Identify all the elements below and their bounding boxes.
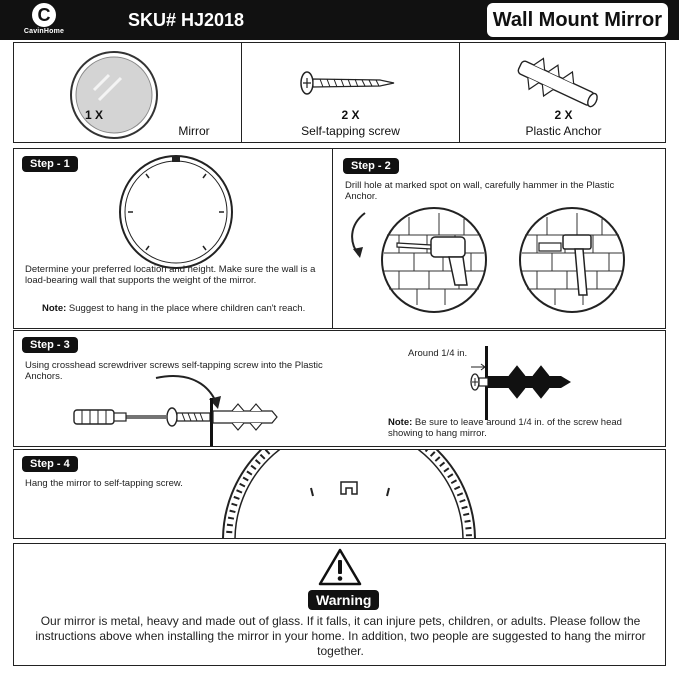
- screw-depth-icon: [461, 344, 581, 424]
- step-1-note-label: Note:: [42, 303, 67, 314]
- curved-arrow-icon: [345, 211, 375, 261]
- step-2-panel: [332, 148, 666, 329]
- screw-icon: [300, 68, 400, 98]
- step-3-note-text: Be sure to leave around 1/4 in. of the screw head showing to hang mirror.: [388, 417, 622, 439]
- step-4-panel: [13, 449, 666, 539]
- part-screw-qty: 2 X: [341, 108, 360, 122]
- part-mirror-qty: 1 X: [84, 108, 103, 122]
- screwdriver-install-icon: [72, 398, 292, 448]
- step-3-note: [388, 417, 658, 439]
- step-1-panel: [13, 148, 333, 329]
- logo-mark-icon: [32, 3, 56, 27]
- step-1-label: Step - 1: [22, 156, 78, 172]
- step-3-note-label: Note:: [388, 417, 413, 428]
- step-4-label: Step - 4: [22, 456, 78, 472]
- step-2-text: Drill hole at marked spot on wall, carefully hammer in the Plastic Anchor.: [345, 180, 615, 202]
- sku-number: SKU# HJ2018: [128, 10, 245, 30]
- parts-list: [13, 42, 666, 143]
- part-screw: [242, 43, 460, 142]
- warning-label: Warning: [308, 590, 379, 610]
- brand-logo: [14, 3, 74, 35]
- step-1-note: [42, 303, 322, 314]
- warning-triangle-icon: [317, 547, 363, 587]
- brand-name: CavinHome: [23, 28, 65, 35]
- step-3-text: Using crosshead screwdriver screws self-tapping screw into the Plastic Anchors.: [25, 360, 323, 382]
- part-anchor-name: Plastic Anchor: [525, 124, 602, 138]
- hang-mirror-icon: [219, 460, 479, 539]
- step-2-label: Step - 2: [343, 158, 399, 174]
- step-4-text: Hang the mirror to self-tapping screw.: [25, 478, 183, 489]
- logo-letter: C: [37, 5, 51, 25]
- step-3-measure: Around 1/4 in.: [408, 348, 468, 359]
- part-anchor-qty: 2 X: [554, 108, 573, 122]
- part-anchor: [460, 43, 667, 142]
- mirror-back-icon: [116, 152, 236, 272]
- round-mirror-icon: [69, 50, 159, 140]
- product-title: Wall Mount Mirror: [487, 3, 668, 37]
- part-mirror: [14, 43, 242, 142]
- step-1-text: Determine your preferred location and height. Make sure the wall is a load-bearing wall that supports the weight of the mirror.: [25, 264, 316, 286]
- drill-wall-icon: [379, 205, 489, 315]
- part-screw-name: Self-tapping screw: [301, 124, 400, 138]
- part-mirror-name: Mirror: [178, 124, 210, 138]
- step-3-panel: [13, 330, 666, 447]
- hammer-wall-icon: [517, 205, 627, 315]
- step-3-label: Step - 3: [22, 337, 78, 353]
- warning-panel: [13, 543, 666, 666]
- warning-text: Our mirror is metal, heavy and made out of glass. If it falls, it can injure pets, children, or adults. Please follow the instructions above when installing the mirror in your home. In addition, two people are suggested to hang the mirror together.: [35, 614, 646, 658]
- step-1-note-text: Suggest to hang in the place where children can't reach.: [68, 303, 306, 314]
- header-bar: [0, 0, 679, 40]
